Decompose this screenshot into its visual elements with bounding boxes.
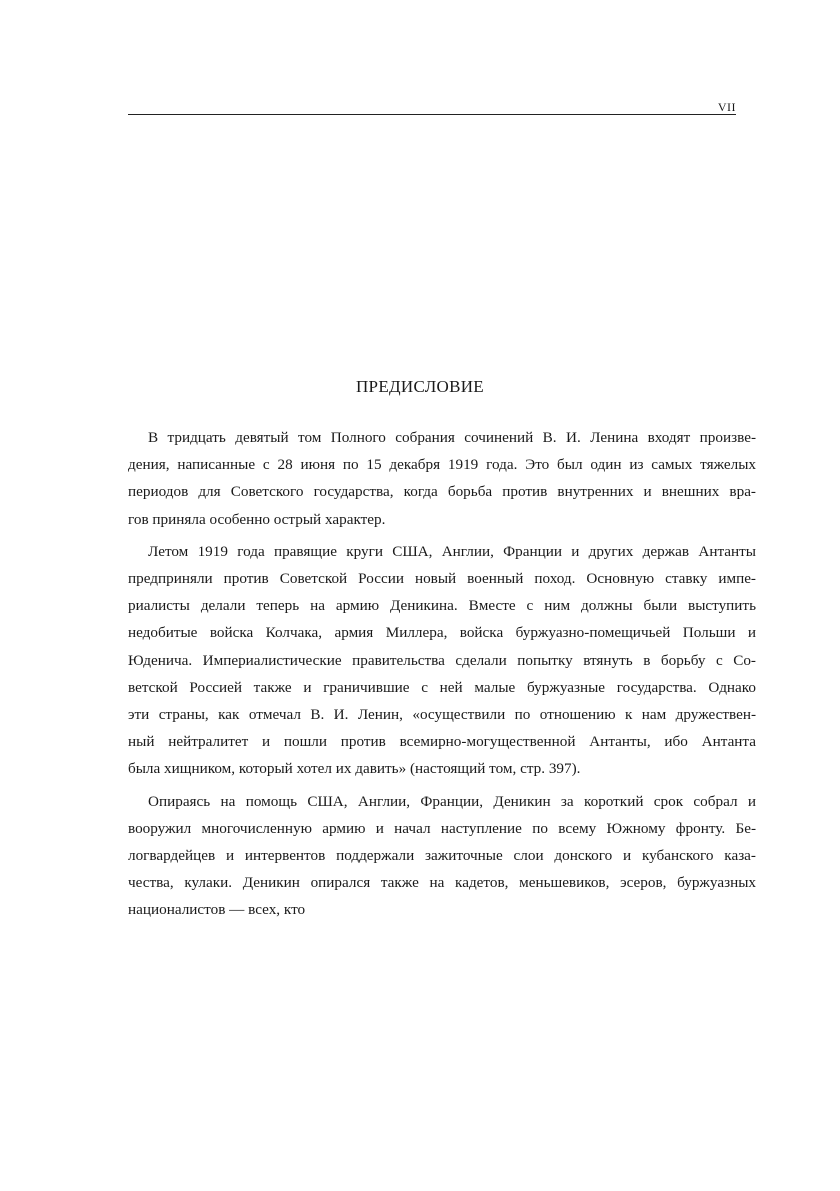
text-line: Опираясь на помощь США, Англии, Франции, Деникин за короткий срок собрал и <box>148 792 756 810</box>
paragraph-1 <box>128 424 756 533</box>
paragraph-2 <box>128 538 756 783</box>
text-line: вооружил многочисленную армию и начал наступление по всему Южному фронту. Бе- <box>128 819 756 837</box>
header-rule <box>128 114 736 115</box>
text-line: была хищником, который хотел их давить» (настоящий том, стр. 397). <box>128 760 581 778</box>
text-line: недобитые войска Колчака, армия Миллера, войска буржуазно-помещичьей Польши и <box>128 624 756 642</box>
text-line: эти страны, как отмечал В. И. Ленин, «осуществили по отношению к нам дружествен- <box>128 706 756 724</box>
text-line: гов приняла особенно острый характер. <box>128 510 386 528</box>
text-line: ный нейтралитет и пошли против всемирно-могущественной Антанты, ибо Антанта <box>128 733 756 751</box>
text-line: Летом 1919 года правящие круги США, Англии, Франции и других держав Антанты <box>148 542 756 560</box>
paragraph-3 <box>128 788 756 924</box>
page-title: ПРЕДИСЛОВИЕ <box>355 377 484 396</box>
text-line: В тридцать девятый том Полного собрания сочинений В. И. Ленина входят произве- <box>148 429 756 446</box>
text-line: предприняли против Советской России новый военный поход. Основную ставку импе- <box>128 570 756 588</box>
body-text <box>128 424 756 929</box>
page-number: VII <box>717 100 736 114</box>
text-line: Юденича. Империалистические правительства сделали попытку втянуть в борьбу с Со- <box>128 651 756 669</box>
text-line: чества, кулаки. Деникин опирался также на кадетов, меньшевиков, эсеров, буржуазных <box>128 874 756 892</box>
text-line: периодов для Советского государства, когда борьба против внутренних и внешних вра- <box>128 483 756 501</box>
text-line: риалисты делали теперь на армию Деникина. Вместе с ним должны были выступить <box>128 597 756 615</box>
text-line: логвардейцев и интервентов поддержали зажиточные слои донского и кубанского каза- <box>128 847 756 865</box>
text-line: дения, написанные с 28 июня по 15 декабря 1919 года. Это был один из самых тяжелых <box>128 456 756 474</box>
text-line: националистов — всех, кто <box>128 901 306 919</box>
text-line: ветской Россией также и граничившие с ней малые буржуазные государства. Однако <box>128 678 756 696</box>
